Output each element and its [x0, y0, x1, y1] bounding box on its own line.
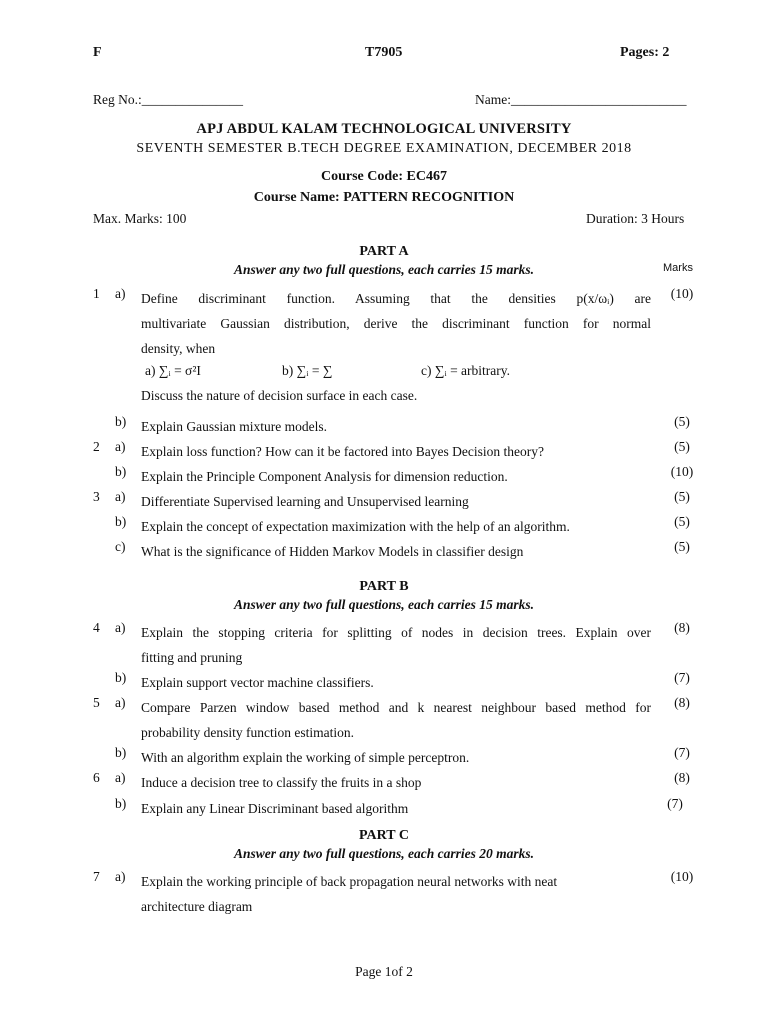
- question-text: [141, 869, 651, 919]
- question-text: [141, 286, 651, 361]
- option-b-formula: b) ∑ᵢ = ∑: [282, 363, 333, 378]
- sub-question-label: a): [115, 620, 126, 635]
- question-line: fitting and pruning: [141, 650, 243, 665]
- part-b-instruction: Answer any two full questions, each carries 15 marks.: [233, 597, 535, 612]
- question-text: With an algorithm explain the working of simple perceptron.: [141, 750, 470, 765]
- question-line: multivariate Gaussian distribution, derive the discriminant function for normal: [141, 316, 651, 331]
- question-text: Differentiate Supervised learning and Unsupervised learning: [141, 494, 469, 509]
- question-text: Explain any Linear Discriminant based algorithm: [141, 801, 409, 816]
- marks-value: (8): [674, 770, 690, 785]
- sub-question-label: b): [115, 464, 127, 479]
- marks-value: (10): [670, 464, 694, 479]
- question-line: Define discriminant function. Assuming that the densities p(x/ωᵢ) are: [141, 291, 651, 306]
- question-line: Compare Parzen window based method and k nearest neighbour based method for: [141, 700, 651, 715]
- marks-value: (7): [667, 796, 683, 811]
- part-c-instruction: Answer any two full questions, each carries 20 marks.: [233, 846, 535, 861]
- course-name-value: PATTERN RECOGNITION: [343, 190, 515, 205]
- question-number: 3: [93, 489, 100, 504]
- question-text: What is the significance of Hidden Markov Models in classifier design: [141, 544, 524, 559]
- question-text: Explain the concept of expectation maximization with the help of an algorithm.: [141, 519, 570, 534]
- page-count: Pages: 2: [620, 45, 670, 60]
- question-number: 4: [93, 620, 100, 635]
- question-text: Induce a decision tree to classify the fruits in a shop: [141, 775, 422, 790]
- course-code: [0, 169, 768, 185]
- question-text: Explain Gaussian mixture models.: [141, 419, 327, 434]
- series-code: F: [93, 45, 102, 60]
- sub-question-label: a): [115, 439, 126, 454]
- part-c-title: PART C: [359, 828, 409, 843]
- question-line: density, when: [141, 341, 216, 356]
- question-number: 1: [93, 286, 100, 301]
- marks-value: (8): [674, 620, 690, 635]
- sub-question-label: c): [115, 539, 126, 554]
- course-code-value: EC467: [406, 169, 447, 184]
- marks-value: (8): [674, 695, 690, 710]
- question-line: probability density function estimation.: [141, 725, 354, 740]
- part-b-title: PART B: [359, 579, 409, 594]
- exam-title: SEVENTH SEMESTER B.TECH DEGREE EXAMINATION, DECEMBER 2018: [136, 141, 632, 156]
- course-name: [0, 190, 768, 206]
- marks-value: (5): [674, 414, 690, 429]
- question-number: 7: [93, 869, 100, 884]
- question-text: [141, 695, 651, 745]
- marks-value: (5): [674, 489, 690, 504]
- question-text: [141, 620, 651, 670]
- sub-question-label: b): [115, 514, 127, 529]
- sub-question-label: a): [115, 286, 126, 301]
- marks-value: (5): [674, 514, 690, 529]
- question-number: 6: [93, 770, 100, 785]
- page-footer: Page 1of 2: [355, 964, 413, 979]
- sub-question-label: a): [115, 695, 126, 710]
- marks-value: (7): [674, 745, 690, 760]
- option-c-formula: c) ∑ᵢ = arbitrary.: [421, 363, 511, 378]
- sub-question-label: a): [115, 869, 126, 884]
- question-text: Explain the Principle Component Analysis for dimension reduction.: [141, 469, 508, 484]
- sub-question-label: a): [115, 770, 126, 785]
- part-a-title: PART A: [359, 244, 409, 259]
- name-field: Name:__________________________: [475, 92, 687, 107]
- sub-question-label: b): [115, 414, 127, 429]
- max-marks: Max. Marks: 100: [93, 211, 187, 226]
- marks-value: (7): [674, 670, 690, 685]
- marks-value: (10): [670, 869, 694, 884]
- question-number: 2: [93, 439, 100, 454]
- question-line: Explain the working principle of back propagation neural networks with neat: [141, 874, 558, 889]
- sub-question-label: b): [115, 670, 127, 685]
- option-a-formula: a) ∑ᵢ = σ²I: [145, 363, 201, 378]
- question-line: Discuss the nature of decision surface in each case.: [141, 388, 418, 403]
- sub-question-label: b): [115, 796, 127, 811]
- course-name-label: Course Name:: [253, 190, 340, 205]
- question-number: 5: [93, 695, 100, 710]
- question-text: Explain support vector machine classifiers.: [141, 675, 374, 690]
- sub-question-label: b): [115, 745, 127, 760]
- paper-code: T7905: [365, 45, 403, 60]
- marks-heading: Marks: [663, 262, 693, 274]
- marks-value: (5): [674, 539, 690, 554]
- sub-question-label: a): [115, 489, 126, 504]
- question-text: Explain loss function? How can it be factored into Bayes Decision theory?: [141, 444, 545, 459]
- question-line: architecture diagram: [141, 899, 253, 914]
- reg-no-field: Reg No.:_______________: [93, 92, 243, 107]
- university-title: APJ ABDUL KALAM TECHNOLOGICAL UNIVERSITY: [196, 121, 572, 137]
- question-line: Explain the stopping criteria for splitting of nodes in decision trees. Explain over: [141, 625, 651, 640]
- marks-value: (5): [674, 439, 690, 454]
- duration: Duration: 3 Hours: [586, 211, 685, 226]
- course-code-label: Course Code:: [321, 169, 404, 184]
- part-a-instruction: Answer any two full questions, each carries 15 marks.: [233, 262, 535, 277]
- marks-value: (10): [670, 286, 694, 301]
